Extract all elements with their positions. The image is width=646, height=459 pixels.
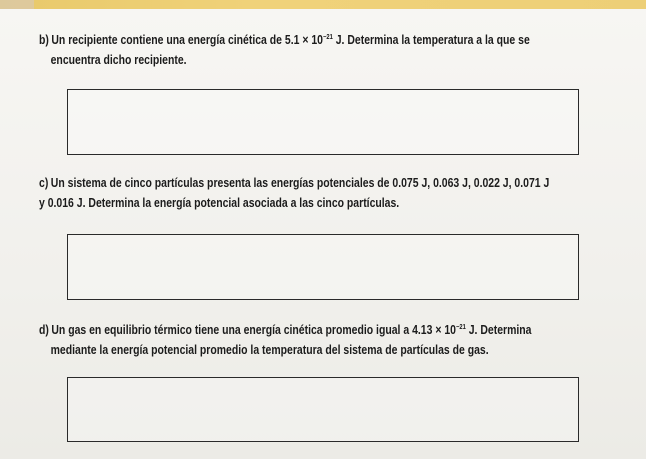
question-d-exponent: −21	[455, 324, 466, 331]
question-c-letter: c)	[39, 176, 49, 190]
header-tab	[0, 0, 34, 9]
answer-box-c[interactable]	[67, 234, 579, 300]
question-d-base: 10	[444, 323, 456, 337]
question-b-text-post: J. Determina la temperatura a la que se	[332, 33, 530, 47]
question-d-text-pre: Un gas en equilibrio térmico tiene una energía cinética promedio igual a	[51, 323, 413, 337]
question-d	[39, 318, 531, 360]
question-b-base: 10	[311, 33, 323, 47]
question-d-letter: d)	[39, 323, 49, 337]
question-b-times: ×	[302, 33, 309, 47]
question-b-letter: b)	[39, 33, 49, 47]
question-c-line2: y 0.016 J. Determina la energía potencial asociada a las cinco partículas.	[39, 196, 400, 210]
worksheet-page	[0, 9, 646, 459]
question-b-line2: encuentra dicho recipiente.	[50, 53, 187, 67]
question-b	[39, 28, 530, 70]
question-b-text-pre: Un recipiente contiene una energía cinética de	[51, 33, 285, 47]
header-band	[0, 0, 646, 9]
question-d-line1	[39, 318, 531, 340]
question-c	[39, 173, 549, 213]
answer-box-d[interactable]	[67, 377, 579, 442]
question-d-coef: 4.13	[412, 323, 433, 337]
question-d-times: ×	[435, 323, 442, 337]
question-d-line2: mediante la energía potencial promedio la temperatura del sistema de partículas de gas.	[50, 343, 489, 357]
question-d-text-post: J. Determina	[465, 323, 532, 337]
question-b-exponent: −21	[322, 34, 333, 41]
question-b-line1	[39, 28, 530, 50]
answer-box-b[interactable]	[67, 89, 579, 155]
question-c-text-line1: Un sistema de cinco partículas presenta las energías potenciales de 0.075 J, 0.063 J, 0.022 J, 0.071 J	[50, 176, 550, 190]
question-b-coef: 5.1	[284, 33, 300, 47]
question-c-line1	[39, 173, 549, 193]
